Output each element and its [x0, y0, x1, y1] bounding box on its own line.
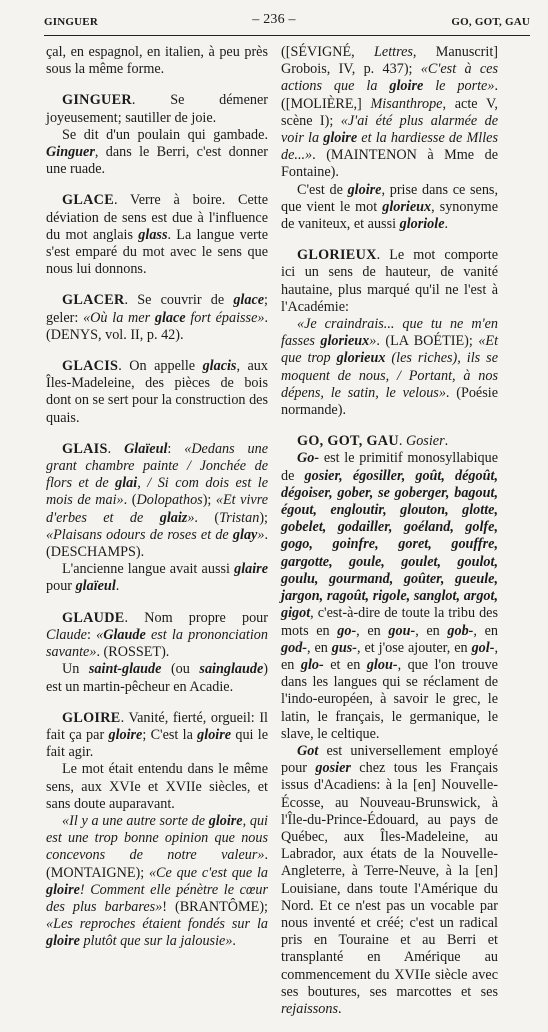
- page-header: [18, 10, 530, 32]
- headword: GLOIRE: [62, 709, 121, 726]
- running-head-left: GINGUER: [44, 16, 98, 28]
- entry-gloire: GLOIRE. Vanité, fierté, orgueil: Il fait ça par gloire; C'est la gloire qui le fait agir. Le mot était entendu dans le même sens, aux XVIe et XVIIe siècles, et sans doute auparavant. «Il y a une autre sorte de gloire, qui est une trop bonne opinion que nous concevons de notre valeur». (MONTAIGNE); «Ce que c'est que la gloire! Comment elle pénètre le cœur des plus barbares»! (BRANTÔME); «Les reproches étaient fondés sur la gloire plutôt que sur la jalousie».: [46, 709, 268, 950]
- entry-glace: GLACE. Verre à boire. Cette déviation de sens est due à l'influence du mot anglais glass. La langue verte s'est emparé du mot avec le sens que nous lui donnons.: [46, 192, 268, 278]
- header-rule: [44, 35, 530, 36]
- entry-continuation: [46, 44, 268, 78]
- entry-glorieux: GLORIEUX. Le mot comporte ici un sens de hauteur, de vanité hautaine, plus marqué qu'il ne l'est à l'Académie: «Je craindrais... que tu ne m'en fasses glorieux». (LA BOÉTIE); «Et que trop glorieux (les riches), ils se moquent de nous, / Portant, à nos dépens, le satin, le velous». (Poésie normande).: [281, 247, 499, 419]
- entry-glaude: GLAUDE. Nom propre pour Claude: «Glaude est la prononciation savante». (ROSSET). Un saint-glaude (ou sainglaude) est un martin-pêcheur en Acadie.: [46, 609, 269, 695]
- entry-glais: GLAIS. Glaïeul: «Dedans une grant chambre painte / Jonchée de flors et de glai, / Si com dois est le mois de mai». (Dolopathos); «Et vivre d'erbes et de glaiz». (Tristan); «Plaisans odours de roses et de glay». (DESCHAMPS). L'ancienne langue avait aussi glaire pour glaïeul.: [46, 440, 268, 595]
- entry-glacer: GLACER. Se couvrir de glace; geler: «Où la mer glace fort épaisse». (DENYS, vol. II, p. 42).: [46, 292, 269, 343]
- headword: GO, GOT, GAU: [297, 433, 399, 450]
- page-number: – 236 –: [252, 12, 296, 27]
- left-column: [46, 44, 268, 965]
- headword: GINGUER: [62, 92, 132, 109]
- headword: GLAUDE: [62, 609, 125, 626]
- entry-ginguer: GINGUER. Se démener joyeusement; sautiller de joie. Se dit d'un poulain qui gambade. Ginguer, dans le Berri, c'est donner une ruade.: [46, 92, 268, 178]
- entry-gloire-continued: ([SÉVIGNÉ, Lettres, Manuscrit] Grobois, IV, p. 437); «C'est à ces actions que la gloire le porte». ([MOLIÈRE,] Misanthrope, acte V, scène I); «J'ai été plus alarmée de voir la gloire et la hardiesse de Mlles de...». (MAINTENON à Mme de Fontaine). C'est de gloire, prise dans ce sens, que vient le mot glorieux, synonyme de vaniteux, et aussi gloriole.: [281, 44, 499, 233]
- entry-go-got-gau: GO, GOT, GAU. Gosier. Go- est le primitif monosyllabique de gosier, égosiller, goût, dégoût, dégoiser, gober, se goberger, bagout, égout, engloutir, glouton, glotte, gobelet, godailler, goéland, golfe, gogo, goinfre, goret, gouffre, gargotte, goule, goulet, goulot, goulu, gourmand, goûter, gueule, jargon, ragoût, rigole, sanglot, argot, gigot, c'est-à-dire de toute la tribu des mots en go-, en gou-, en gob-, en god-, en gus-, et j'ose ajouter, en gol-, en glo- et en glou-, que l'on trouve dans les langues qui se réclament de l'indo-européen, à savoir le grec, le latin, le français, le germanique, le slave, le celtique. Got est universellement employé pour gosier chez tous les Français issus d'Acadiens: à la [en] Nouvelle-Écosse, au Nouveau-Brunswick, à l'Île-du-Prince-Édouard, au pays de Québec, aux Îles-Madeleine, au Labrador, aux états de la Nouvelle-Angleterre, à Terre-Neuve, à la [en] Louisiane, dans toute l'Amérique du Nord. Et ce n'est pas un vocable par nous inventé et créé; c'est un radical pris en Touraine et au Berri et transplanté en Amérique au commencement du XVIIe siècle avec ses boutures, ses marcottes et ses rejaissons.: [281, 433, 498, 1017]
- headword: GLACER: [62, 292, 125, 309]
- right-column: [281, 44, 498, 1032]
- headword: GLORIEUX: [297, 247, 377, 264]
- headword: GLACE: [62, 192, 114, 209]
- headword: GLAIS: [62, 440, 108, 457]
- continuation-text: çal, en espagnol, en italien, à peu près sous la même forme.: [46, 44, 268, 78]
- headword: GLACIS: [62, 358, 119, 375]
- running-head-right: GO, GOT, GAU: [451, 16, 530, 28]
- entry-glacis: GLACIS. On appelle glacis, aux Îles-Madeleine, des pièces de bois dont on se sert pour la construction des quais.: [46, 358, 268, 426]
